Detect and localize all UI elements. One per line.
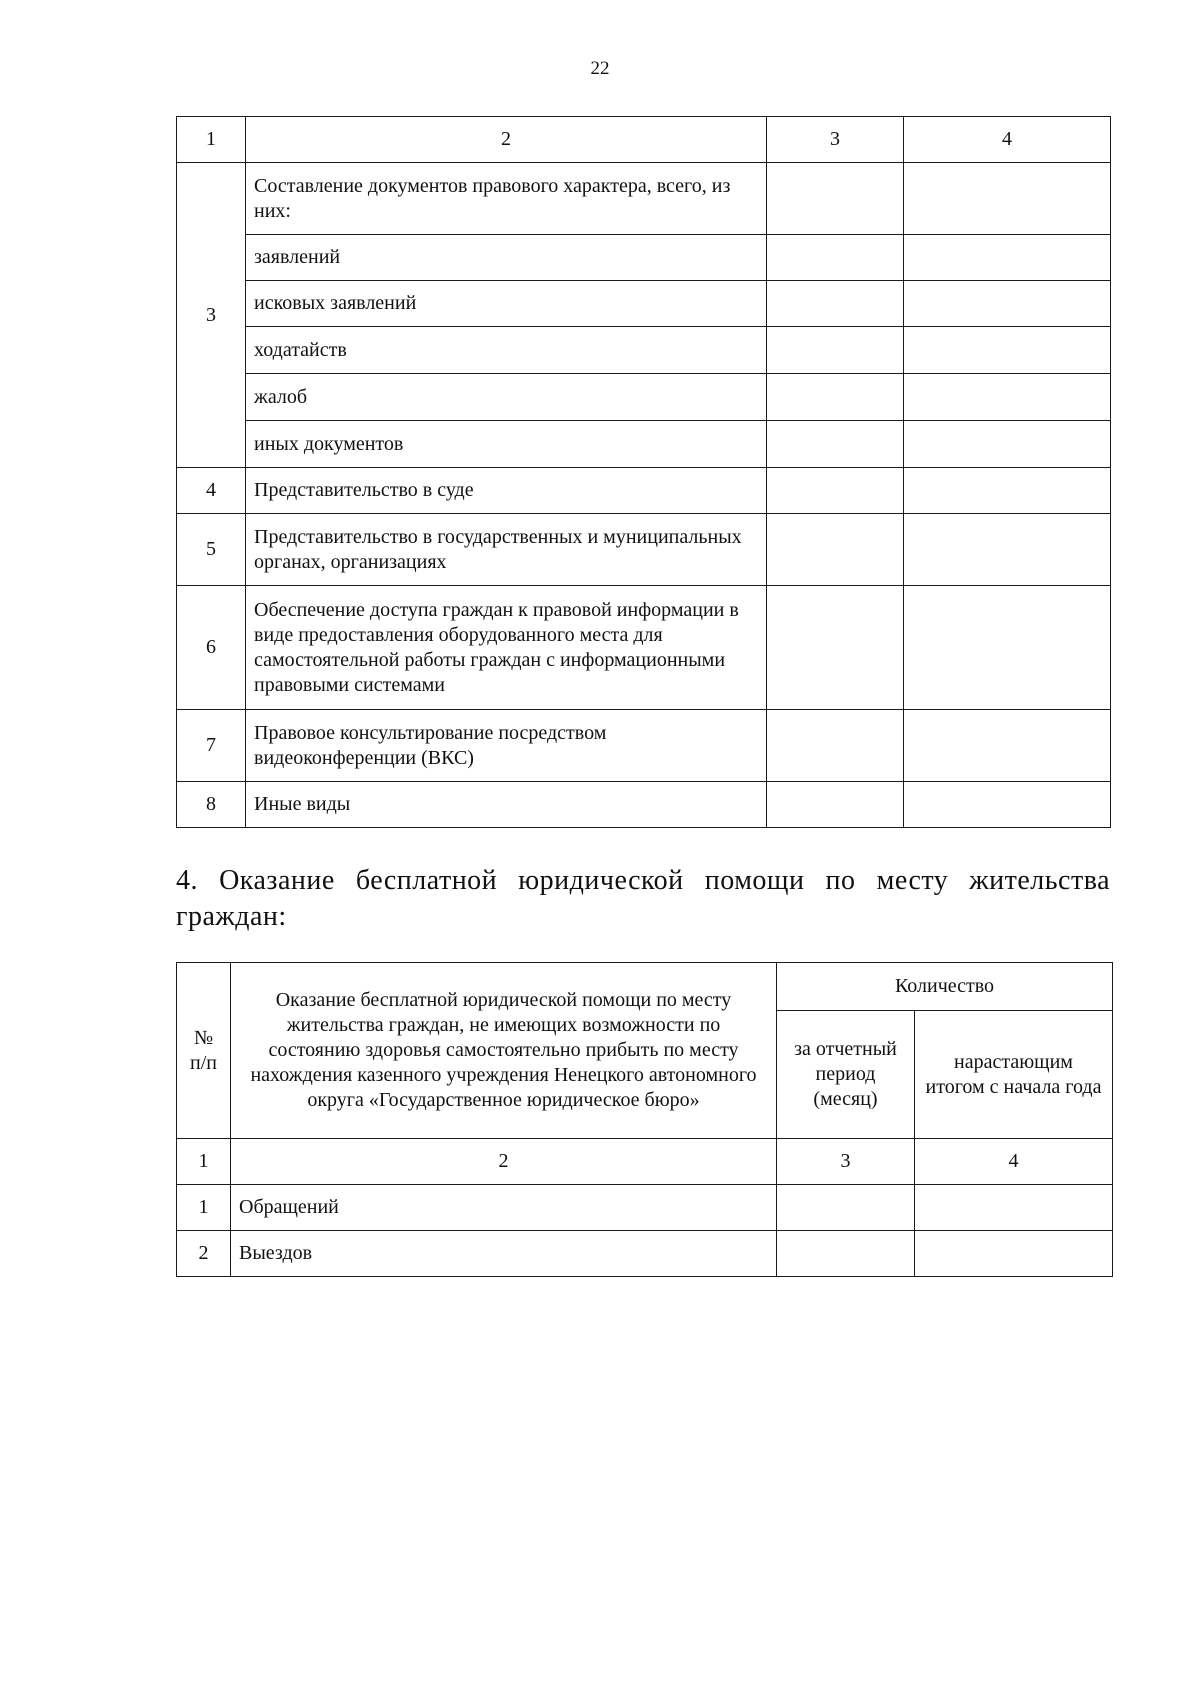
header-cell: 2 [246,117,767,163]
table-row [177,710,1111,782]
table-row [177,163,1111,235]
row-number: 6 [177,586,246,710]
row-text: Представительство в государственных и муниципальных органах, организациях [246,514,767,586]
value-cell [767,374,904,421]
value-cell [904,235,1111,281]
page-number: 22 [590,58,610,79]
row-number: 2 [177,1231,231,1277]
row-number: 4 [177,468,246,514]
row-text: жалоб [246,374,767,421]
value-cell [904,514,1111,586]
header-cell: 1 [177,1139,231,1185]
row-number: 7 [177,710,246,782]
value-cell [904,421,1111,468]
header-cell: 3 [767,117,904,163]
value-cell [904,468,1111,514]
row-number: 3 [177,163,246,468]
section-4-heading: 4. Оказание бесплатной юридической помощи по месту жительства граждан: [176,865,1110,932]
value-cell [777,1231,915,1277]
number-column-header: № п/п [177,963,231,1139]
value-cell [767,235,904,281]
row-text: Правовое консультирование посредством видеоконференции (ВКС) [246,710,767,782]
header-cell: 4 [904,117,1111,163]
legal-aid-table [176,116,1111,828]
value-cell [767,421,904,468]
row-number: 8 [177,782,246,828]
cumulative-column-header: нарастающим итогом с начала года [915,1011,1113,1139]
value-cell [904,281,1111,327]
table-subrow [177,327,1111,374]
row-text: Обеспечение доступа граждан к правовой информации в виде предоставления оборудованного места для самостоятельной работы граждан с информационными правовыми системами [246,586,767,710]
table-row [177,586,1111,710]
row-number: 5 [177,514,246,586]
period-column-header: за отчетный период (месяц) [777,1011,915,1139]
row-text: иных документов [246,421,767,468]
table-header-row [177,117,1111,163]
header-cell: 1 [177,117,246,163]
value-cell [904,327,1111,374]
table-numbering-row [177,1139,1113,1185]
table-row [177,782,1111,828]
value-cell [767,586,904,710]
value-cell [915,1185,1113,1231]
value-cell [915,1231,1113,1277]
value-cell [777,1185,915,1231]
value-cell [767,468,904,514]
row-number: 1 [177,1185,231,1231]
value-cell [767,710,904,782]
value-cell [767,782,904,828]
header-cell: 2 [231,1139,777,1185]
value-cell [904,782,1111,828]
home-assistance-table [176,962,1113,1277]
table-subrow [177,235,1111,281]
row-text: ходатайств [246,327,767,374]
quantity-column-header: Количество [777,963,1113,1011]
value-cell [767,163,904,235]
value-cell [767,327,904,374]
value-cell [767,514,904,586]
row-text: Представительство в суде [246,468,767,514]
description-column-header: Оказание бесплатной юридической помощи по месту жительства граждан, не имеющих возможности по состоянию здоровья самостоятельно прибыть по месту нахождения казенного учреждения Ненецкого автономного округа «Государственное юридическое бюро» [231,963,777,1139]
table-subrow [177,421,1111,468]
table-row [177,1185,1113,1231]
table-row [177,514,1111,586]
row-text: исковых заявлений [246,281,767,327]
header-cell: 4 [915,1139,1113,1185]
value-cell [767,281,904,327]
row-text: Иные виды [246,782,767,828]
row-text: Составление документов правового характера, всего, из них: [246,163,767,235]
value-cell [904,710,1111,782]
table-row [177,1231,1113,1277]
value-cell [904,163,1111,235]
row-text: заявлений [246,235,767,281]
table-subrow [177,281,1111,327]
row-text: Выездов [231,1231,777,1277]
table-row [177,468,1111,514]
value-cell [904,586,1111,710]
header-cell: 3 [777,1139,915,1185]
table-subrow [177,374,1111,421]
value-cell [904,374,1111,421]
row-text: Обращений [231,1185,777,1231]
table-header-row [177,963,1113,1011]
